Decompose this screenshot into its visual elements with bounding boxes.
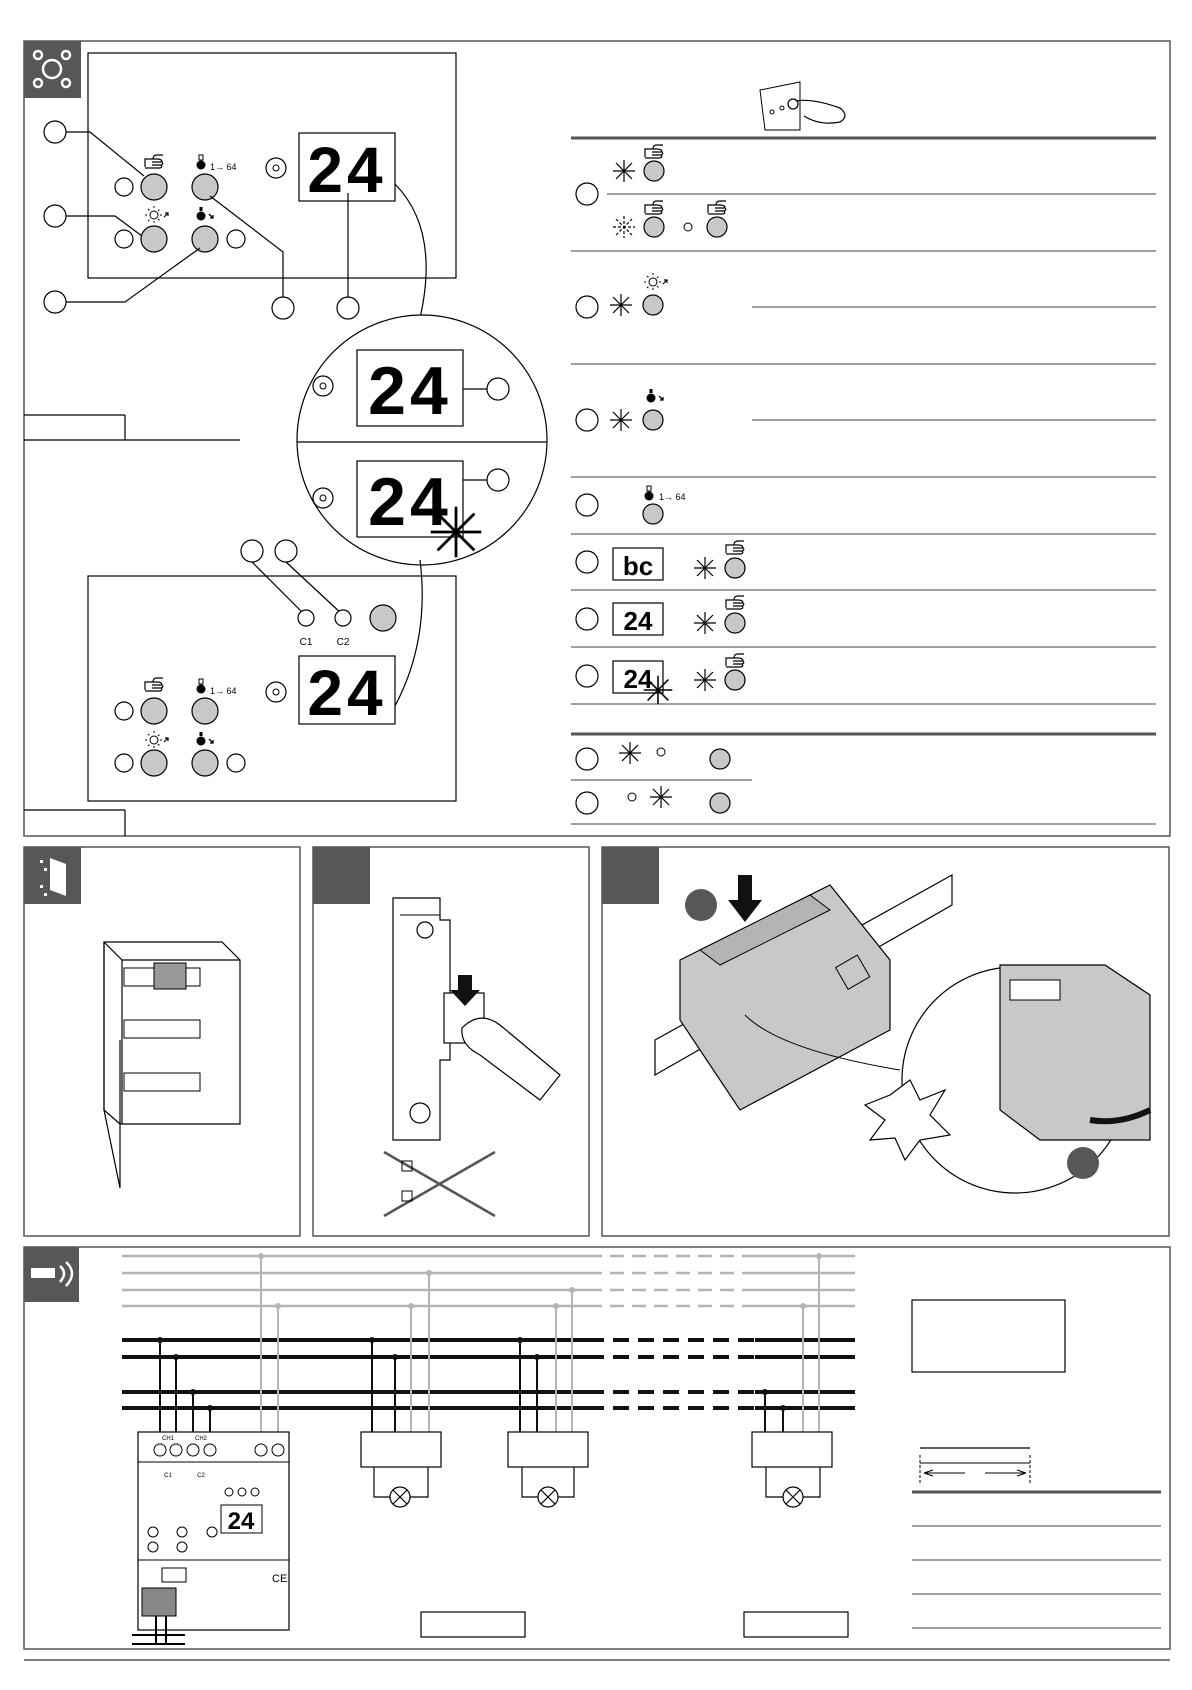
device-front-bottom [24, 540, 456, 836]
callout-display-value: 24 [368, 353, 452, 429]
panel-din-rail [602, 847, 1169, 1236]
darker-button[interactable] [192, 226, 218, 252]
reset-knob [266, 158, 286, 178]
manual-hand-icon [145, 155, 163, 168]
sun-icon [145, 206, 168, 224]
brighter-button[interactable] [141, 226, 167, 252]
darker-led [227, 230, 245, 248]
manual-button[interactable] [141, 174, 167, 200]
program-range-label-bottom: 1→ 64 [210, 686, 237, 696]
panel-breaker [313, 847, 589, 1236]
step-table [571, 82, 1156, 824]
led-c2 [335, 610, 351, 626]
bottom-display-value: 24 [307, 657, 387, 729]
label-c1: C1 [299, 637, 313, 648]
led-left [115, 178, 133, 196]
wiring-c2-label: C2 [197, 1473, 205, 1479]
program-bulb-icon [197, 155, 206, 170]
actuator-device [132, 1432, 289, 1644]
program-range-label: 1→ 64 [210, 162, 237, 172]
led-c1 [298, 610, 314, 626]
step8-display: 24 [623, 664, 653, 694]
network-icon [24, 41, 81, 98]
label-c2: C2 [336, 637, 350, 648]
step7-display: 24 [623, 606, 653, 636]
callout-display-blink: 24 [368, 464, 452, 540]
display-value: 24 [307, 134, 387, 206]
display-zoom-callout [297, 184, 547, 706]
terminal-ch2-label: CH2 [194, 1436, 208, 1442]
ce-mark: CE [272, 1573, 288, 1585]
step6-display: bc [622, 551, 654, 581]
terminal-ch1-label: CH1 [161, 1436, 175, 1442]
program-button[interactable] [192, 174, 218, 200]
finger-press-icon [760, 82, 845, 130]
cabinet-door-icon [24, 847, 81, 904]
bus-connector-icon [24, 1247, 79, 1302]
wiring-display-value: 24 [227, 1508, 255, 1535]
panel-wiring [24, 1247, 1170, 1649]
step5-range-label: 1→ 64 [659, 492, 686, 502]
brighter-led [115, 230, 133, 248]
dim-icon [197, 207, 214, 221]
panel-cabinet [24, 847, 300, 1236]
wiring-c1-label: C1 [164, 1473, 172, 1479]
lamp-unit-2 [508, 1287, 588, 1507]
